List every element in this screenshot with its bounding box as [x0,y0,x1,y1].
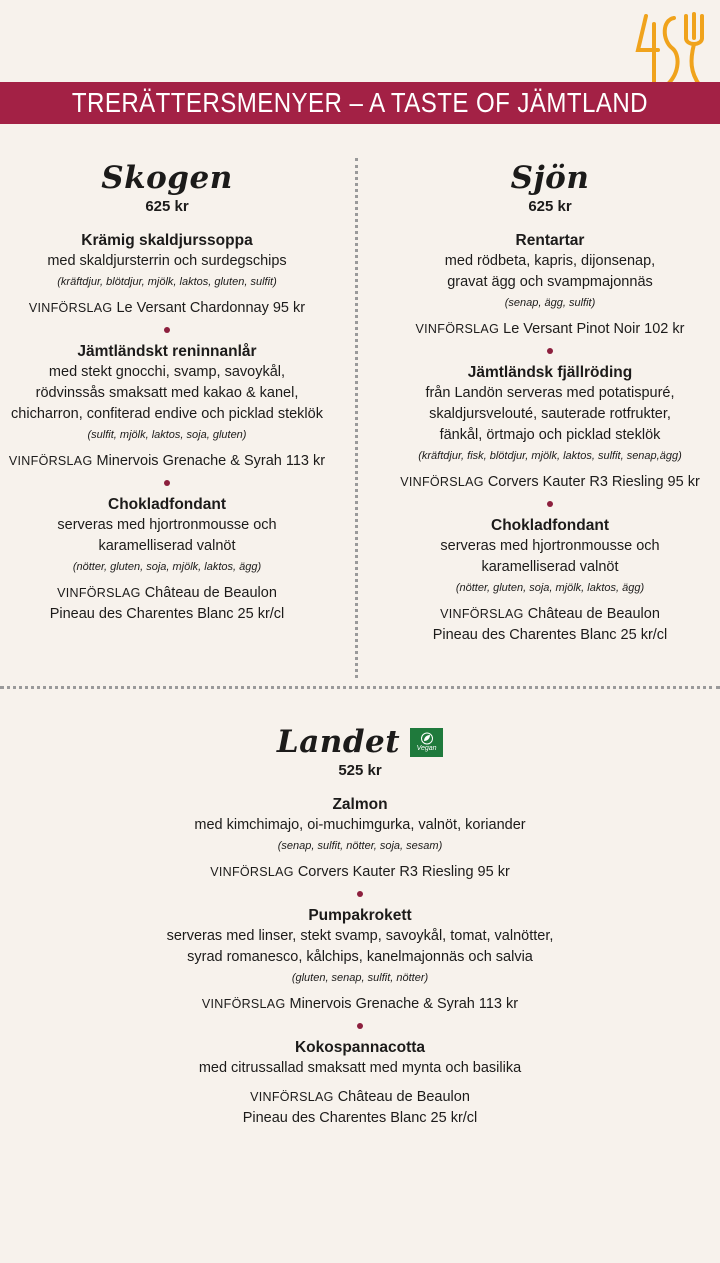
wine-name: Le Versant Pinot Noir 102 kr [503,321,685,337]
wine-name: Corvers Kauter R3 Riesling 95 kr [297,864,510,880]
vertical-divider [355,158,358,678]
wine-label: VINFÖRSLAG [210,865,294,879]
description-line: med kimchimajo, oi-muchimgurka, valnöt, koriander [194,817,526,833]
course [380,515,720,646]
description-line: serveras med hjortronmousse och [57,517,277,533]
description-line: från Landön serveras med potatispuré, [425,385,675,401]
vegan-leaf-icon [419,732,435,745]
wine-label: VINFÖRSLAG [8,454,93,468]
dish-name: Rentartar [515,232,585,249]
dish-description [380,251,720,293]
horizontal-divider [0,686,720,689]
description-line: chicharron, confiterad endive och picklad steklök [11,406,323,422]
dish-description [0,515,334,557]
wine-name: Minervois Grenache & Syrah 113 kr [289,996,519,1012]
wine-suggestion [0,583,334,625]
fork-and-spoon-logo-icon [632,10,708,92]
description-line: karamelliserad valnöt [98,538,236,554]
course [0,1037,720,1129]
menu-skogen [0,158,334,625]
wine-label: VINFÖRSLAG [250,1090,334,1104]
dish-description [0,815,720,836]
dish-description [0,362,334,425]
course [0,494,334,625]
menu-landet [0,722,720,1129]
dish-name: Krämig skaldjurssoppa [81,232,253,249]
menu-title-row [0,722,720,762]
wine-suggestion [0,862,720,883]
allergen-info: (sulfit, mjölk, laktos, soja, gluten) [87,429,247,441]
wine-label: VINFÖRSLAG [57,586,141,600]
description-line: rödvinssås smaksatt med kakao & kanel, [35,385,299,401]
separator-dot [547,348,553,354]
separator-dot [164,480,170,486]
wine-name-line: Pineau des Charentes Blanc 25 kr/cl [242,1110,478,1126]
wine-suggestion [0,1087,720,1129]
description-line: skaldjursvelouté, sauterade rotfrukter, [429,406,671,422]
menu-title: Sjön [510,160,590,196]
dish-description [380,536,720,578]
allergen-info: (kräftdjur, blötdjur, mjölk, laktos, gluten, sulfit) [57,276,277,288]
dish-name: Jämtländskt reninnanlår [77,343,257,360]
header-banner [0,82,720,124]
dish-name: Kokospannacotta [294,1039,426,1056]
menu-title: Skogen [101,160,233,196]
wine-name: Château de Beaulon [144,585,277,601]
wine-name: Minervois Grenache & Syrah 113 kr [96,453,326,469]
dish-name: Chokladfondant [108,496,226,513]
dish-name: Zalmon [332,796,388,813]
vegan-badge-label: Vegan [416,744,437,752]
description-line: med skaldjursterrin och surdegschips [47,253,287,269]
dish-name: Pumpakrokett [308,907,412,924]
dish-name: Chokladfondant [491,517,609,534]
vegan-badge [410,728,443,757]
description-line: med citrussallad smaksatt med mynta och basilika [198,1060,522,1076]
course [380,362,720,493]
wine-label: VINFÖRSLAG [415,322,500,336]
wine-suggestion [380,472,720,493]
allergen-info: (senap, sulfit, nötter, soja, sesam) [277,840,443,852]
allergen-info: (kräftdjur, fisk, blötdjur, mjölk, laktos, sulfit, senap,ägg) [418,450,682,462]
description-line: med stekt gnocchi, svamp, savoykål, [48,364,286,380]
allergen-info: (nötter, gluten, soja, mjölk, laktos, ägg) [72,561,262,573]
wine-suggestion [380,604,720,646]
wine-label: VINFÖRSLAG [400,475,484,489]
page-title: TRERÄTTERSMENYER – A TASTE OF JÄMTLAND [71,87,649,118]
menu-sjon [380,158,720,646]
wine-suggestion [380,319,720,340]
wine-suggestion [0,451,334,472]
menu-price: 625 kr [145,198,189,215]
description-line: serveras med linser, stekt svamp, savoykål, tomat, valnötter, [166,928,554,944]
allergen-info: (senap, ägg, sulfit) [504,297,596,309]
dish-description [0,926,720,968]
wine-name-line: Pineau des Charentes Blanc 25 kr/cl [49,606,285,622]
wine-name: Le Versant Chardonnay 95 kr [116,300,306,316]
wine-name: Château de Beaulon [527,606,660,622]
allergen-info: (nötter, gluten, soja, mjölk, laktos, ägg) [455,582,645,594]
separator-dot [357,891,363,897]
wine-suggestion [0,994,720,1015]
dish-description [0,251,334,272]
dish-name: Jämtländsk fjällröding [467,364,633,381]
menu-price: 625 kr [528,198,572,215]
wine-label: VINFÖRSLAG [28,301,113,315]
wine-name: Château de Beaulon [337,1089,470,1105]
description-line: med rödbeta, kapris, dijonsenap, [444,253,656,269]
dish-description [380,383,720,446]
allergen-info: (gluten, senap, sulfit, nötter) [291,972,429,984]
description-line: syrad romanesco, kålchips, kanelmajonnäs och salvia [187,949,533,965]
description-line: fänkål, örtmajo och picklad steklök [439,427,661,443]
course [380,230,720,340]
course [0,230,334,319]
course [0,905,720,1015]
wine-label: VINFÖRSLAG [201,997,286,1011]
separator-dot [547,501,553,507]
menu-title: Landet [276,724,401,760]
wine-name-line: Pineau des Charentes Blanc 25 kr/cl [432,627,668,643]
description-line: karamelliserad valnöt [481,559,619,575]
separator-dot [357,1023,363,1029]
course [0,341,334,472]
course [0,794,720,883]
description-line: serveras med hjortronmousse och [440,538,660,554]
wine-label: VINFÖRSLAG [440,607,524,621]
wine-suggestion [0,298,334,319]
menu-price: 525 kr [338,762,382,779]
separator-dot [164,327,170,333]
wine-name: Corvers Kauter R3 Riesling 95 kr [487,474,700,490]
description-line: gravat ägg och svampmajonnäs [447,274,653,290]
dish-description [0,1058,720,1079]
